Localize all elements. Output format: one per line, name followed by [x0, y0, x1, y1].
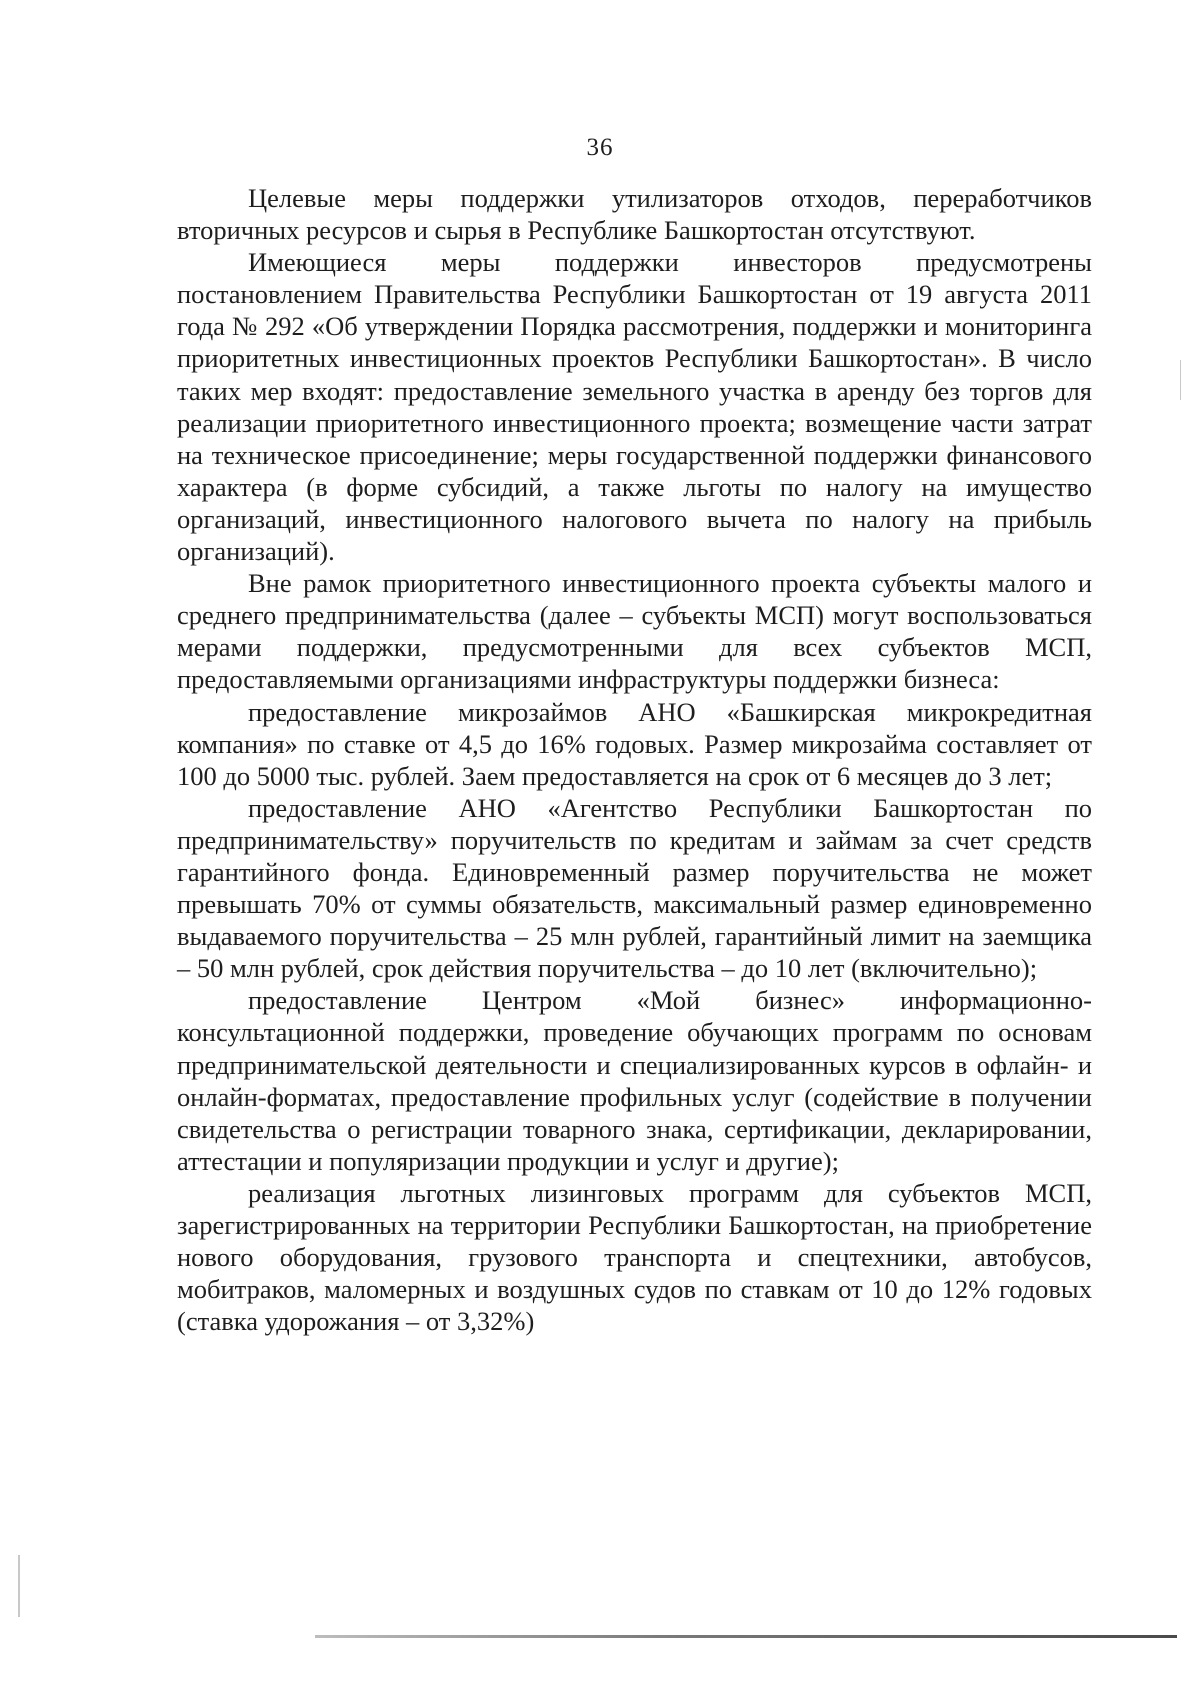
paragraph-leasing-programs: реализация льготных лизинговых программ для субъектов МСП, зарегистрированных на территории Республики Башкортостан, на приобретение нового оборудования, грузового транспорта и спецтехники, автобусов, мобитраков, маломерных и воздушных судов по ставкам от 10 до 12% годовых (ставка удорожания – от 3,32%) — [177, 1177, 1092, 1337]
paragraph-microloans: предоставление микрозаймов АНО «Башкирская микрокредитная компания» по ставке от 4,5 до 16% годовых. Размер микрозайма составляет от 100 до 5000 тыс. рублей. Заем предоставляется на срок от 6 месяцев до 3 лет; — [177, 696, 1092, 791]
paragraph-targeted-measures: Целевые меры поддержки утилизаторов отходов, переработчиков вторичных ресурсов и сырья в Республике Башкортостан отсутствуют. — [177, 183, 1092, 246]
scan-mark-right — [1180, 360, 1181, 400]
paragraph-investor-support: Имеющиеся меры поддержки инвесторов предусмотрены постановлением Правительства Республики Башкортостан от 19 августа 2011 года № 292 «Об утверждении Порядка рассмотрения, поддержки и мониторинга приоритетных инвестиционных проектов Республики Башкортостан». В число таких мер входят: предоставление земельного участка в аренду без торгов для реализации приоритетного инвестиционного проекта; возмещение части затрат на техническое присоединение; меры государственной поддержки финансового характера (в форме субсидий, а также льготы по налогу на имущество организаций, инвестиционного налогового вычета по налогу на прибыль организаций). — [177, 247, 1092, 567]
paragraph-sme-support: Вне рамок приоритетного инвестиционного проекта субъекты малого и среднего предпринимательства (далее – субъекты МСП) могут воспользоваться мерами поддержки, предусмотренными для всех субъектов МСП, предоставляемыми организациями инфраструктуры поддержки бизнеса: — [177, 568, 1092, 695]
bottom-rule — [315, 1635, 1177, 1638]
paragraph-guarantees: предоставление АНО «Агентство Республики Башкортостан по предпринимательству» поручительств по кредитам и займам за счет средств гарантийного фонда. Единовременный размер поручительства не может превышать 70% от суммы обязательств, максимальный размер единовременно выдаваемого поручительства – 25 млн рублей, гарантийный лимит на заемщика – 50 млн рублей, срок действия поручительства – до 10 лет (включительно); — [177, 792, 1092, 984]
body-text — [177, 182, 1092, 1337]
paragraph-my-business-center: предоставление Центром «Мой бизнес» информационно-консультационной поддержки, проведение обучающих программ по основам предпринимательской деятельности и специализированных курсов в офлайн- и онлайн-форматах, предоставление профильных услуг (содействие в получении свидетельства о регистрации товарного знака, сертификации, декларировании, аттестации и популяризации продукции и услуг и другие); — [177, 985, 1092, 1176]
page-number: 36 — [586, 134, 614, 161]
scan-mark-left — [18, 1555, 20, 1617]
